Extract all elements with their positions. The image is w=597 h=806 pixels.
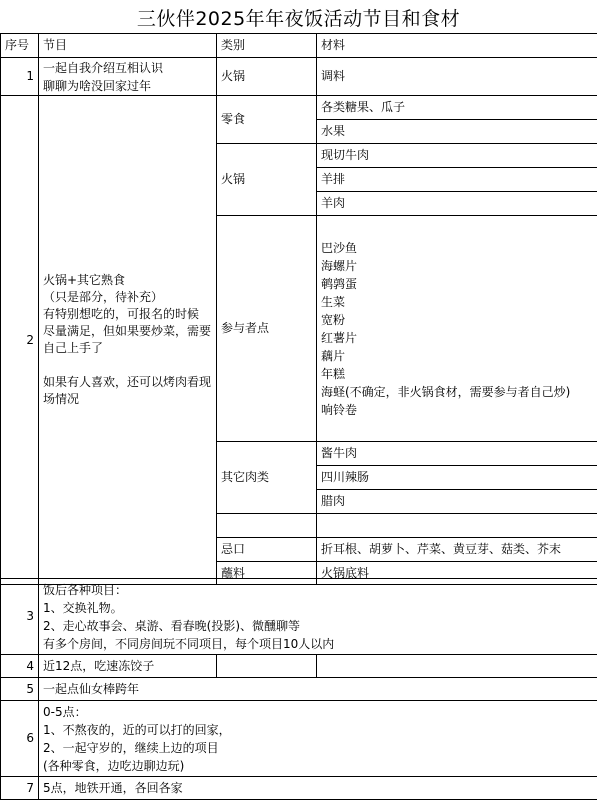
- material-line: 红薯片: [321, 330, 358, 345]
- program-cell[interactable]: 5点，地铁开通，各回各家: [39, 777, 597, 800]
- category-cell[interactable]: 忌口: [217, 538, 317, 562]
- program-line: 2、一起守岁的，继续上边的项目: [43, 740, 219, 755]
- category-cell[interactable]: 零食: [217, 96, 317, 144]
- material-cell-empty[interactable]: [317, 655, 597, 678]
- row-number[interactable]: 6: [1, 701, 39, 777]
- material-cell[interactable]: 调料: [317, 58, 597, 96]
- header-category[interactable]: 类别: [217, 34, 317, 58]
- program-line: 尽量满足，但如果要炒菜，需要自己上手了: [43, 324, 212, 355]
- activity-table: [0, 33, 597, 585]
- category-cell[interactable]: 其它肉类: [217, 442, 317, 514]
- material-cell[interactable]: [317, 216, 597, 442]
- header-program[interactable]: 节目: [39, 34, 217, 58]
- program-cell[interactable]: 近12点，吃速冻饺子: [39, 655, 217, 678]
- program-line: (各种零食，边吃边聊边玩): [43, 758, 185, 773]
- material-cell[interactable]: 现切牛肉: [317, 144, 597, 168]
- material-cell[interactable]: 腊肉: [317, 490, 597, 514]
- table-row: [1, 678, 597, 701]
- material-cell[interactable]: 折耳根、胡萝卜、芹菜、黄豆芽、菇类、芥末: [317, 538, 597, 562]
- table-row: [1, 777, 597, 800]
- category-cell-empty[interactable]: [217, 655, 317, 678]
- material-cell-empty[interactable]: [317, 514, 597, 538]
- program-line: 一起自我介绍互相认识: [43, 60, 164, 75]
- material-line: 宽粉: [321, 312, 346, 327]
- row-number[interactable]: 3: [1, 579, 39, 655]
- program-cell[interactable]: [39, 701, 597, 777]
- row-number[interactable]: 5: [1, 678, 39, 701]
- header-materials[interactable]: 材料: [317, 34, 597, 58]
- material-line: 鹌鹑蛋: [321, 276, 358, 291]
- material-line: 响铃卷: [321, 402, 358, 417]
- program-line: 火锅+其它熟食: [43, 273, 126, 287]
- table-row: [1, 58, 597, 96]
- program-cell[interactable]: [39, 96, 217, 585]
- header-no[interactable]: 序号: [1, 34, 39, 58]
- program-line: 0-5点：: [43, 704, 87, 719]
- material-line: 海螺片: [321, 258, 358, 273]
- program-line: 饭后各种项目：: [43, 582, 128, 597]
- category-cell[interactable]: 参与者点: [217, 216, 317, 442]
- row-number[interactable]: 7: [1, 777, 39, 800]
- program-line: 2、走心故事会、桌游、看春晚(投影)、微醺聊等: [43, 618, 300, 633]
- row-number[interactable]: 4: [1, 655, 39, 678]
- table-row: [1, 579, 597, 655]
- material-line: 藕片: [321, 348, 346, 363]
- category-cell[interactable]: 火锅: [217, 144, 317, 216]
- material-cell[interactable]: 羊排: [317, 168, 597, 192]
- program-line: 如果有人喜欢，还可以烤肉看现场情况: [43, 375, 212, 406]
- category-cell[interactable]: 火锅: [217, 58, 317, 96]
- program-line: 聊聊为啥没回家过年: [43, 78, 152, 93]
- program-line: 1、交换礼物。: [43, 600, 123, 615]
- sheet-title: 三伙伴2025年年夜饭活动节目和食材: [136, 7, 461, 30]
- material-cell[interactable]: 各类糖果、瓜子: [317, 96, 597, 120]
- program-cell[interactable]: 一起点仙女棒跨年: [39, 678, 597, 701]
- category-cell-empty[interactable]: [217, 514, 317, 538]
- material-cell[interactable]: 四川辣肠: [317, 466, 597, 490]
- material-line: 年糕: [321, 366, 346, 381]
- material-cell[interactable]: 酱牛肉: [317, 442, 597, 466]
- material-line: 海蛏(不确定，非火锅食材，需要参与者自己炒): [321, 384, 571, 399]
- activity-table-continued: [0, 578, 597, 800]
- program-line: 有特别想吃的，可报名的时候: [43, 307, 200, 321]
- material-line: 生菜: [321, 294, 346, 309]
- row-number[interactable]: 1: [1, 58, 39, 96]
- program-cell[interactable]: [39, 579, 597, 655]
- material-cell[interactable]: 水果: [317, 120, 597, 144]
- header-row: [1, 34, 597, 58]
- table-row: [1, 96, 597, 120]
- material-cell[interactable]: 火锅底料: [317, 562, 597, 585]
- material-line: 巴沙鱼: [321, 240, 358, 255]
- category-cell[interactable]: 蘸料: [217, 562, 317, 585]
- material-cell[interactable]: 羊肉: [317, 192, 597, 216]
- program-line: 有多个房间，不同房间玩不同项目，每个项目10人以内: [43, 636, 335, 651]
- program-line: 1、不熬夜的，近的可以打的回家，: [43, 722, 231, 737]
- table-row: [1, 655, 597, 678]
- program-line: （只是部分，待补充）: [43, 290, 164, 304]
- row-number[interactable]: 2: [1, 96, 39, 585]
- program-cell[interactable]: [39, 58, 217, 96]
- table-row: [1, 701, 597, 777]
